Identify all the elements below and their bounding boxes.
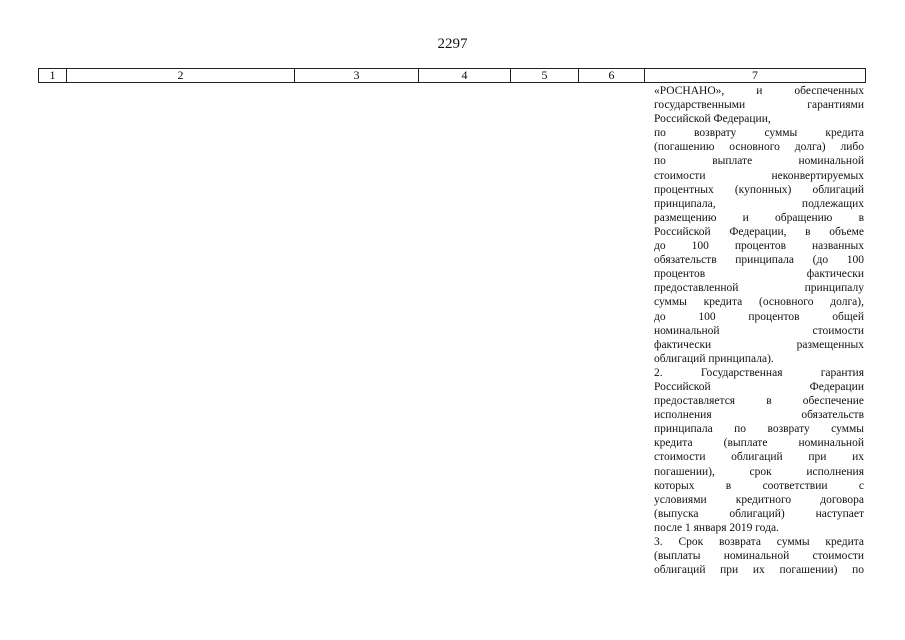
column-header-3: 3 [295,69,419,83]
text-line: 2. Государственная гарантия [654,366,864,379]
text-line: до 100 процентов названных [654,240,864,253]
column-header-2: 2 [67,69,295,83]
column-header-5: 5 [511,69,579,83]
text-line: (погашению основного долга) либо [654,141,864,154]
column-header-1: 1 [39,69,67,83]
text-line: принципала по возврату суммы [654,423,864,436]
text-line: номинальной стоимости [654,324,864,337]
text-line: кредита (выплате номинальной [654,437,864,450]
text-line: Российской Федерации [654,380,864,393]
text-line: предоставленной принципалу [654,282,864,295]
text-line: процентных (купонных) облигаций [654,183,864,196]
text-line: по возврату суммы кредита [654,127,864,140]
text-line: стоимости облигаций при их [654,451,864,464]
text-line: до 100 процентов общей [654,310,864,323]
text-line: процентов фактически [654,268,864,281]
text-line: 3. Срок возврата суммы кредита [654,536,864,548]
column-header-6: 6 [579,69,645,83]
text-line: государственными гарантиями [654,99,864,112]
text-line: предоставляется в обеспечение [654,395,864,408]
text-line: которых в соответствии с [654,479,864,492]
column-header-table [38,68,866,83]
text-line: Российской Федерации, в объеме [654,225,864,238]
text-line: обязательств принципала (до 100 [654,254,864,267]
text-line: исполнения обязательств [654,409,864,422]
text-line: облигаций при их погашении) по [654,564,864,577]
page-number: 2297 [437,36,468,52]
column-header-row [39,69,866,83]
text-line: суммы кредита (основного долга), [654,296,864,309]
text-line: погашении), срок исполнения [654,465,864,478]
column-header-4: 4 [419,69,511,83]
text-line: по выплате номинальной [654,155,864,168]
text-line: после 1 января 2019 года. [654,521,779,534]
text-line: «РОСНАНО», и обеспеченных [654,85,864,97]
column-7-text [654,84,864,577]
text-line: (выплаты номинальной стоимости [654,550,864,563]
text-line: Российской Федерации, [654,113,771,126]
text-line: (выпуска облигаций) наступает [654,507,864,520]
column-header-7: 7 [645,69,866,83]
text-line: стоимости неконвертируемых [654,169,864,182]
text-line: условиями кредитного договора [654,493,864,506]
text-line: фактически размещенных [654,338,864,351]
text-line: принципала, подлежащих [654,197,864,210]
text-line: облигаций принципала). [654,352,774,365]
text-line: размещению и обращению в [654,211,864,224]
